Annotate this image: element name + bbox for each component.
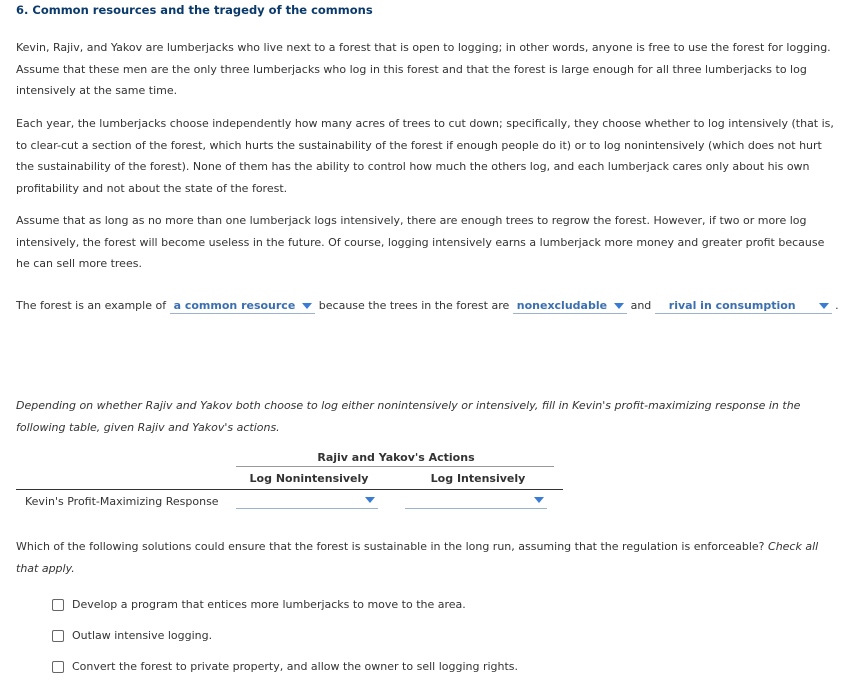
option-label: Convert the forest to private property, and allow the owner to sell logging rights. bbox=[72, 660, 519, 673]
fill-in-sentence bbox=[16, 298, 839, 314]
sentence-part3: and bbox=[630, 299, 652, 312]
option-row[interactable] bbox=[52, 598, 466, 611]
response-nonintensive-dropdown[interactable] bbox=[236, 490, 378, 509]
resource-type-dropdown[interactable] bbox=[170, 298, 316, 314]
resource-type-value: a common resource bbox=[173, 299, 296, 312]
table-row-label: Kevin's Profit-Maximizing Response bbox=[25, 495, 219, 508]
option-row[interactable] bbox=[52, 629, 212, 642]
table-group-header: Rajiv and Yakov's Actions bbox=[317, 451, 475, 464]
question-text: Which of the following solutions could ensure that the forest is sustainable in the long run, assuming that the regulation is enforceable? bbox=[16, 540, 765, 553]
rivalry-dropdown[interactable] bbox=[655, 298, 832, 314]
sustainability-question bbox=[16, 536, 840, 579]
response-intensive-dropdown[interactable] bbox=[405, 490, 547, 509]
checkbox[interactable] bbox=[52, 661, 64, 673]
option-label: Develop a program that entices more lumberjacks to move to the area. bbox=[72, 598, 466, 611]
sentence-end: . bbox=[835, 299, 839, 312]
paragraph-intro: Kevin, Rajiv, and Yakov are lumberjacks who live next to a forest that is open to logging; in other words, anyone is free to use the forest for logging. Assume that these men are the only three lumberjacks who log in this forest and that the forest is large enough for all three lumberjacks to log intensively at the same time. bbox=[16, 41, 831, 97]
sentence-part2: because the trees in the forest are bbox=[318, 299, 510, 312]
chevron-down-icon bbox=[302, 303, 312, 309]
rivalry-value: rival in consumption bbox=[668, 299, 796, 312]
question-hint: Check all that apply. bbox=[16, 540, 819, 575]
excludability-dropdown[interactable] bbox=[513, 298, 627, 314]
option-label: Outlaw intensive logging. bbox=[72, 629, 213, 642]
paragraph-assumption: Assume that as long as no more than one lumberjack logs intensively, there are enough trees to regrow the forest. However, if two or more log intensively, the forest will become useless in the future. Of course, logging intensively earns a lumberjack more money and greater profit because he can sell more trees. bbox=[16, 214, 825, 270]
checkbox[interactable] bbox=[52, 599, 64, 611]
header-divider bbox=[236, 466, 554, 467]
col-header-intensive: Log Intensively bbox=[430, 472, 526, 485]
table-instruction: Depending on whether Rajiv and Yakov both choose to log either nonintensively or intensively, fill in Kevin's profit-maximizing response in the following table, given Rajiv and Yakov's actions. bbox=[16, 399, 801, 434]
excludability-value: nonexcludable bbox=[516, 299, 608, 312]
option-row[interactable] bbox=[52, 660, 518, 673]
col-header-nonintensive: Log Nonintensively bbox=[249, 472, 369, 485]
chevron-down-icon bbox=[365, 497, 375, 503]
paragraph-choices: Each year, the lumberjacks choose independently how many acres of trees to cut down; specifically, they choose whether to log intensively (that is, to clear-cut a section of the forest, which hurts the sustainability of the forest if enough people do it) or to log nonintensively (which does not hurt the sustainability of the forest). None of them has the ability to control how much the others log, and each lumberjack cares only about his own profitability and not about the state of the forest. bbox=[16, 117, 834, 195]
checkbox[interactable] bbox=[52, 630, 64, 642]
question-title: 6. Common resources and the tragedy of the commons bbox=[16, 3, 373, 17]
sentence-part1: The forest is an example of bbox=[16, 299, 167, 312]
chevron-down-icon bbox=[614, 303, 624, 309]
chevron-down-icon bbox=[819, 303, 829, 309]
chevron-down-icon bbox=[534, 497, 544, 503]
